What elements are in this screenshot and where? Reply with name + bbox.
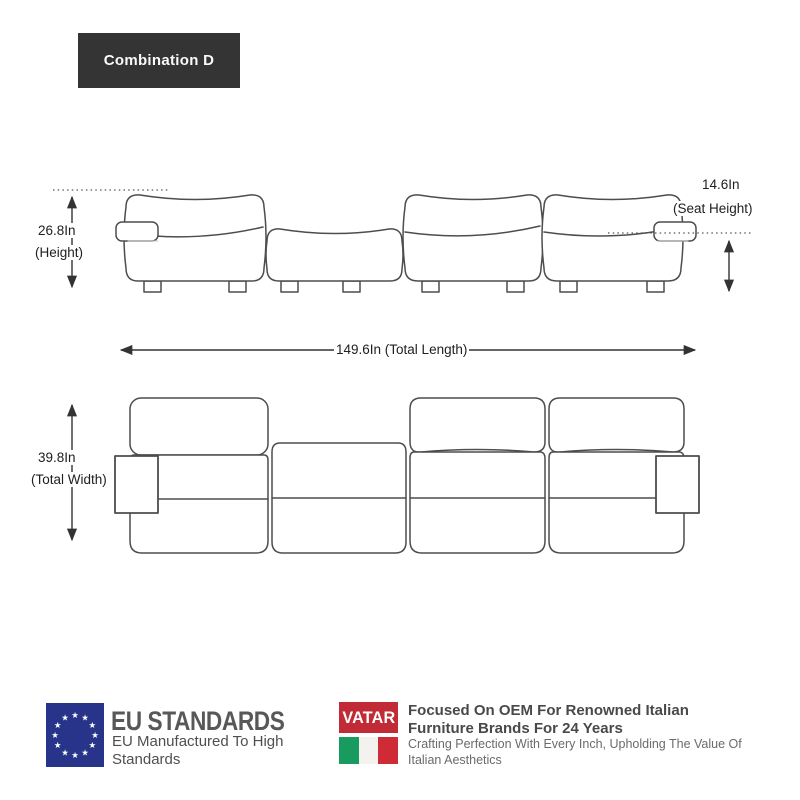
front-armrest-left <box>116 222 158 241</box>
svg-text:★: ★ <box>91 731 99 741</box>
italy-flag-white-stripe <box>359 737 379 764</box>
svg-text:★: ★ <box>71 751 79 761</box>
italy-flag-icon <box>339 737 398 764</box>
total-width-value-label: 39.8In <box>38 450 76 465</box>
svg-text:★: ★ <box>81 713 89 724</box>
svg-text:★: ★ <box>81 748 89 759</box>
top-backrest-right <box>549 398 684 452</box>
total-length-label: 149.6In (Total Length) <box>336 342 468 357</box>
front-module-armless <box>403 195 543 281</box>
eu-standards-heading: EU STANDARDS <box>111 706 285 736</box>
sofa-front-legs <box>144 281 664 292</box>
seat-height-name-label: (Seat Height) <box>673 201 753 216</box>
top-backrest-mid <box>410 398 545 452</box>
eu-flag-icon <box>46 703 104 767</box>
svg-text:★: ★ <box>61 713 69 724</box>
top-armrest-left <box>115 456 158 513</box>
svg-text:★: ★ <box>53 741 62 751</box>
top-backrest-left <box>130 398 268 455</box>
eu-standards-subheading: EU Manufactured To High Standards <box>112 733 284 768</box>
svg-text:★: ★ <box>88 741 97 751</box>
italy-flag-green-stripe <box>339 737 359 764</box>
svg-text:★: ★ <box>53 721 62 731</box>
height-value-label: 26.8In <box>38 223 76 238</box>
top-seat-mid <box>410 452 545 553</box>
vatar-logo <box>339 702 398 733</box>
svg-text:★: ★ <box>51 731 59 741</box>
height-name-label: (Height) <box>35 245 84 260</box>
sofa-front-view-drawing <box>116 195 696 292</box>
vatar-subline: Crafting Perfection With Every Inch, Upholding The Value Of Italian Aesthetics <box>408 737 742 767</box>
top-armrest-right <box>656 456 699 513</box>
sofa-top-view-drawing <box>115 398 699 553</box>
vatar-logo-text: VATAR <box>342 707 395 727</box>
svg-text:★: ★ <box>88 721 97 731</box>
seat-height-value-label: 14.6In <box>702 177 740 192</box>
vatar-headline: Focused On OEM For Renowned Italian Furniture Brands For 24 Years <box>408 702 689 737</box>
svg-text:★: ★ <box>71 711 79 721</box>
svg-text:★: ★ <box>61 748 69 759</box>
italy-flag-red-stripe <box>378 737 398 764</box>
front-module-ottoman <box>266 229 403 281</box>
total-width-name-label: (Total Width) <box>31 472 107 487</box>
combination-title: Combination D <box>103 52 215 69</box>
front-armrest-right <box>654 222 696 241</box>
